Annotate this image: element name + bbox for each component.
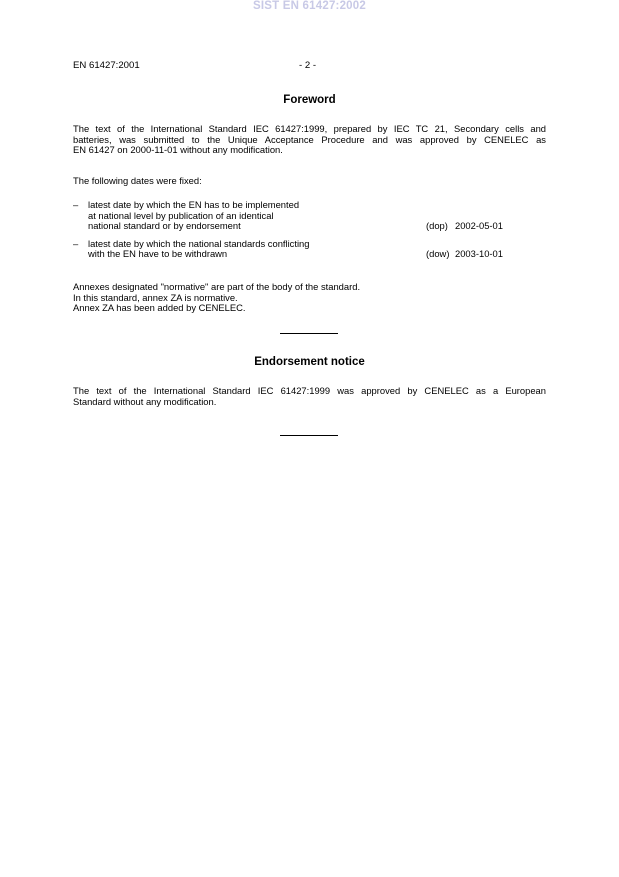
text-line: Standard without any modification. [73,395,217,407]
fixed-dates-list [73,200,546,260]
watermark: SIST EN 61427:2002 [253,0,366,12]
section-divider [280,333,338,334]
text-line: Annex ZA has been added by CENELEC. [73,302,246,313]
text-line: latest date by which the EN has to be implemented [88,199,300,210]
date-code: (dow) [426,248,450,259]
text-line: Annexes designated "normative" are part of the body of the standard. [73,281,361,292]
date-value: 2002-05-01 [455,220,503,231]
running-header [73,60,546,72]
endorsement-paragraph [73,386,546,407]
text-line: EN 61427 on 2000-11-01 without any modification. [73,144,283,155]
page-number: - 2 - [299,60,317,71]
text-line: at national level by publication of an identical [88,209,274,221]
list-item [73,239,546,260]
list-bullet: – [73,237,79,249]
text-line: The text of the International Standard IEC 61427:1999, prepared by IEC TC 21, Secondary cells and [73,123,546,134]
text-line: national standard or by endorsement [88,220,241,231]
text-line: latest date by which the national standards conflicting [88,237,310,249]
list-item [73,200,546,232]
endorsement-title: Endorsement notice [254,356,365,368]
text-line: The following dates were fixed: [73,175,202,186]
document-id: EN 61427:2001 [73,60,140,71]
foreword-intro-paragraph [73,124,546,156]
text-line: with the EN have to be withdrawn [88,248,228,259]
foreword-title: Foreword [283,94,336,106]
text-line: batteries, was submitted to the Unique Acceptance Procedure and was approved by CENELEC as [73,133,546,145]
list-bullet: – [73,199,79,210]
date-code: (dop) [426,220,448,231]
text-line: The text of the International Standard IEC 61427:1999 was approved by CENELEC as a European [73,385,546,396]
text-line: In this standard, annex ZA is normative. [73,291,238,303]
section-divider [280,435,338,436]
annex-paragraph [73,282,546,314]
date-value: 2003-10-01 [455,248,503,259]
dates-intro [73,176,546,187]
